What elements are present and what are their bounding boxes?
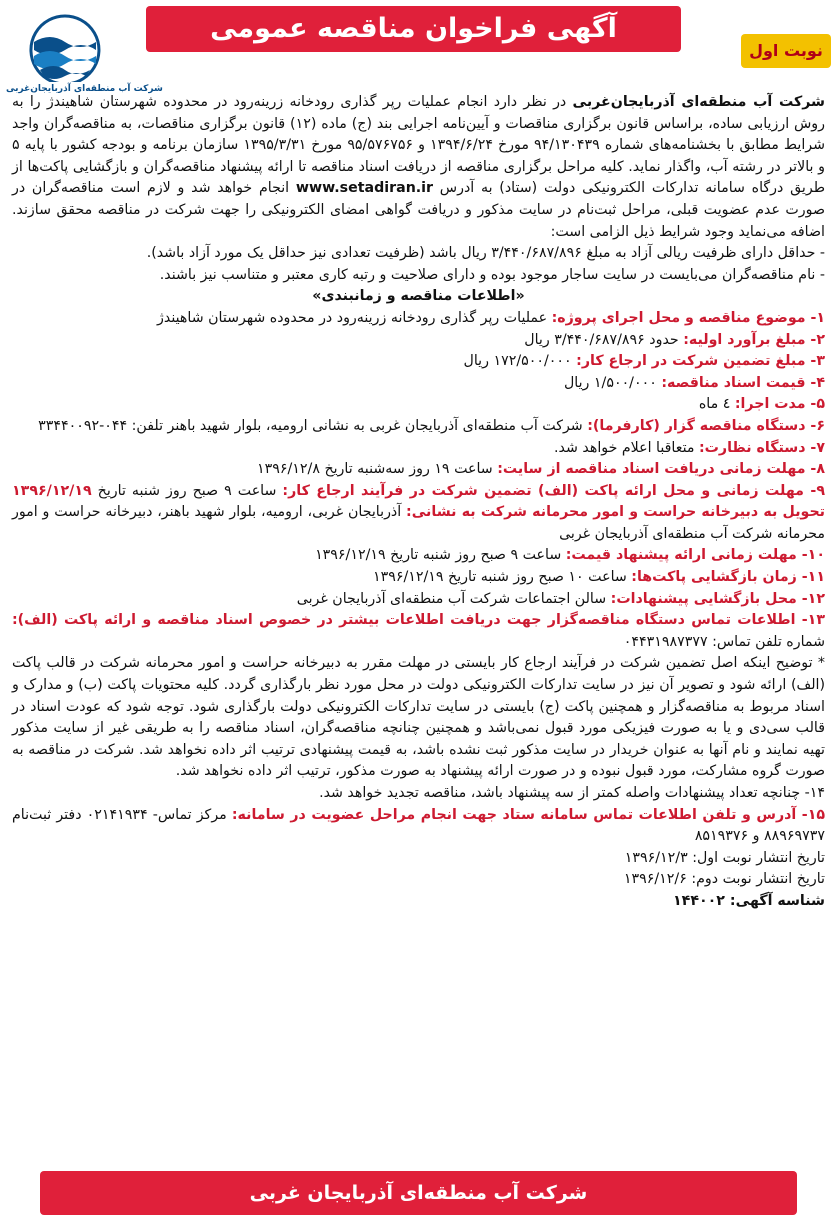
item-12 [12,589,825,611]
item-7 [12,438,825,460]
item-value: عملیات رپر گذاری رودخانه زرینه‌رود در محدوده شهرستان شاهیندژ [157,309,552,326]
section-heading: «اطلاعات مناقصه و زمانبندی» [312,288,525,305]
item-label: ۷- دستگاه نظارت: [699,439,825,456]
item-label: ۶- دستگاه مناقصه گزار (کارفرما): [587,417,825,434]
item-value: ساعت ۱۰ صبح روز شنبه تاریخ ۱۳۹۶/۱۲/۱۹ [373,569,632,586]
water-wave-logo-icon [26,12,104,82]
item-label: ۱۰- مهلت زمانی ارائه پیشنهاد قیمت: [565,547,825,564]
item-value: ساعت ۱۹ روز سه‌شنبه تاریخ ۱۳۹۶/۱۲/۸ [257,461,498,478]
item-label: ۳- مبلغ تضمین شرکت در ارجاع کار: [576,353,825,370]
item-label: ۱۱- زمان بازگشایی پاکت‌ها: [631,569,825,586]
item-label: ۱- موضوع مناقصه و محل اجرای پروژه: [551,309,825,326]
note-paragraph: * توضیح اینکه اصل تضمین شرکت در فرآیند ارجاع کار بایستی در مهلت مقرر به دبیرخانه حراست و امور محرمانه شرکت در قالب پاکت (الف) ارائه شود و تصویر آن نیز در سایت تدارکات الکترونیکی دولت در محل مورد نظر بارگذاری گردد. کلیه محتویات پاکت (ب) و مدارک و اسناد مربوط به مناقصه‌گزار و همچنین پاکت (ج) بایستی در سایت تدارکات الکترونیکی دولت بارگذاری شود. توجه شود که عودت اسناد در قالب سی‌دی و یا به صورت فیزیکی مورد قبول نمی‌باشد و همچنین چنانچه مناقصه‌گران، اسناد مناقصه را به طریقی غیر از سایت مذکور تهیه نمایند و نام آنها به عنوان خریدار در سایت مذکور ثبت نشده باشد، به قیمت پیشنهادی ترتیب اثر داده نخواهد شد. شرکت در مناقصه به صورت گروه مشارکت، مورد قبول نبوده و در صورت ارائه پیشنهاد به صورت مذکور، ترتیب اثر داده نخواهد شد. [12,655,825,780]
item-label: ۹- مهلت زمانی و محل ارائه پاکت (الف) تضمین شرکت در فرآیند ارجاع کار: [282,482,825,499]
setad-url: www.setadiran.ir [295,180,434,197]
item-value: ٤ ماه [698,396,735,413]
item-9 [12,481,825,546]
item-value: مرکز تماس- ۰۲۱۴۱۹۳۴ دفتر ثبت‌نام ۸۸۹۶۹۷۳۷ و ۸۵۱۹۳۷۶ [12,806,825,845]
item-6 [12,416,825,438]
item-label: ۲- مبلغ برآورد اولیه: [683,331,825,348]
item-8 [12,459,825,481]
item-14: ۱۴- چنانچه تعداد پیشنهادات واصله کمتر از سه پیشنهاد باشد، مناقصه تجدید خواهد شد. [319,785,825,801]
condition-1: - حداقل دارای ظرفیت ریالی آزاد به مبلغ ۳/۴۴۰/۶۸۷/۸۹۶ ریال باشد (ظرفیت تعدادی نیز حداقل یک مورد آزاد باشد). [146,245,825,262]
publish-date-second: تاریخ انتشار نوبت دوم: ۱۳۹۶/۱۲/۶ [623,871,825,888]
item-value: ۱/۵۰۰/۰۰۰ ریال [563,374,662,391]
item-value: شرکت آب منطقه‌ای آذربایجان غربی به نشانی ارومیه، بلوار شهید باهنر تلفن: ۰۴۴-۳۳۴۴۰۰۹۲ [38,417,588,434]
item-4 [12,373,825,395]
page-title: آگهی فراخوان مناقصه عمومی [146,6,681,52]
item-label: ۱۳- اطلاعات تماس دستگاه مناقصه‌گزار جهت دریافت اطلاعات بیشتر در خصوص اسناد مناقصه و ارائه پاکت (الف): [12,612,825,629]
item-label: ۸- مهلت زمانی دریافت اسناد مناقصه از سایت: [497,461,825,478]
company-logo [6,12,163,104]
item-1 [12,308,825,330]
item-value: سالن اجتماعات شرکت آب منطقه‌ای آذربایجان غربی [296,590,611,607]
item-11 [12,567,825,589]
item-value-2: آذربایجان غربی، ارومیه، بلوار شهید باهنر، دبیرخانه حراست و امور محرمانه شرکت آب منطقه‌ای آذربایجان غربی [12,504,825,542]
item-value: متعاقبا اعلام خواهد شد. [554,439,699,456]
header [6,6,831,94]
item-label: ۵- مدت اجرا: [734,396,825,413]
logo-caption: شرکت آب منطقه‌ای آذربایجان‌غربی [6,84,163,94]
item-value: شماره تلفن تماس: ۰۴۴۳۱۹۸۷۳۷۷ [623,633,825,650]
item-label: ۴- قیمت اسناد مناقصه: [661,374,825,391]
announcement-body [12,92,825,913]
company-name: شرکت آب منطقه‌ای آذربایجان‌غربی [572,94,826,110]
footer-banner: شرکت آب منطقه‌ای آذربایجان غربی [40,1171,797,1215]
item-13 [12,610,825,653]
item-3 [12,351,825,373]
condition-2: - نام مناقصه‌گران می‌بایست در سایت ساجار موجود بوده و دارای صلاحیت و رتبه کاری معتبر و متناسب نیز باشند. [159,266,825,283]
intro-text-1: در نظر دارد انجام عملیات رپر گذاری رودخانه زرینه‌رود در محدوده شهرستان شاهیندژ را به روش ارزیابی ساده، براساس قانون برگزاری مناقصات و آیین‌نامه اجرایی بند (ج) ماده (۱۲) قانون برگزاری مناقصات، به مناقصه‌گران واجد شرایط مطابق با بخشنامه‌های شماره ۹۴/۱۳۰۴۳۹ مورخ ۱۳۹۴/۶/۲۴ و ۹۵/۵۷۶۷۵۶ مورخ ۱۳۹۵/۳/۳۱ سازمان برنامه و بودجه کشور با پایه ۵ و بالاتر در رشته آب، واگذار نماید. کلیه مراحل برگزاری مناقصه از دریافت اسناد مناقصه تا ارائه پیشنهاد مناقصه‌گران و بازگشایی پاکت‌ها از طریق درگاه سامانه تدارکات الکترونیکی دولت (ستاد) به آدرس [12,94,826,197]
intro-paragraph [12,92,825,243]
item-15 [12,805,825,848]
item-value: ساعت ۹ صبح روز شنبه تاریخ [91,482,283,499]
item-5 [12,394,825,416]
item-10 [12,545,825,567]
item-value: ۱۷۲/۵۰۰/۰۰۰ ریال [463,353,577,370]
item-label: ۱۲- محل بازگشایی پیشنهادات: [610,590,825,607]
item-label: ۱۵- آدرس و تلفن اطلاعات تماس سامانه ستاد جهت انجام مراحل عضویت در سامانه: [231,806,826,823]
item-value: ساعت ۹ صبح روز شنبه تاریخ ۱۳۹۶/۱۲/۱۹ [315,547,566,564]
item-label-2: ۱۳۹۶/۱۲/۱۹ تحویل به دبیرخانه حراست و امور محرمانه شرکت به نشانی: [12,482,825,521]
round-badge: نوبت اول [741,34,831,68]
item-value: حدود ۳/۴۴۰/۶۸۷/۸۹۶ ریال [524,331,684,348]
ad-id: شناسه آگهی: ۱۴۴۰۰۲ [673,892,825,909]
item-2 [12,330,825,352]
publish-date-first: تاریخ انتشار نوبت اول: ۱۳۹۶/۱۲/۳ [624,849,825,866]
intro-text-2: انجام خواهد شد و لازم است مناقصه‌گران در صورت عدم عضویت قبلی، مراحل ثبت‌نام در سایت مذکور و دریافت گواهی امضای الکترونیکی را جهت شرکت در مناقصه محقق سازند. اضافه می‌نماید وجود شرایط ذیل الزامی است: [12,180,825,240]
